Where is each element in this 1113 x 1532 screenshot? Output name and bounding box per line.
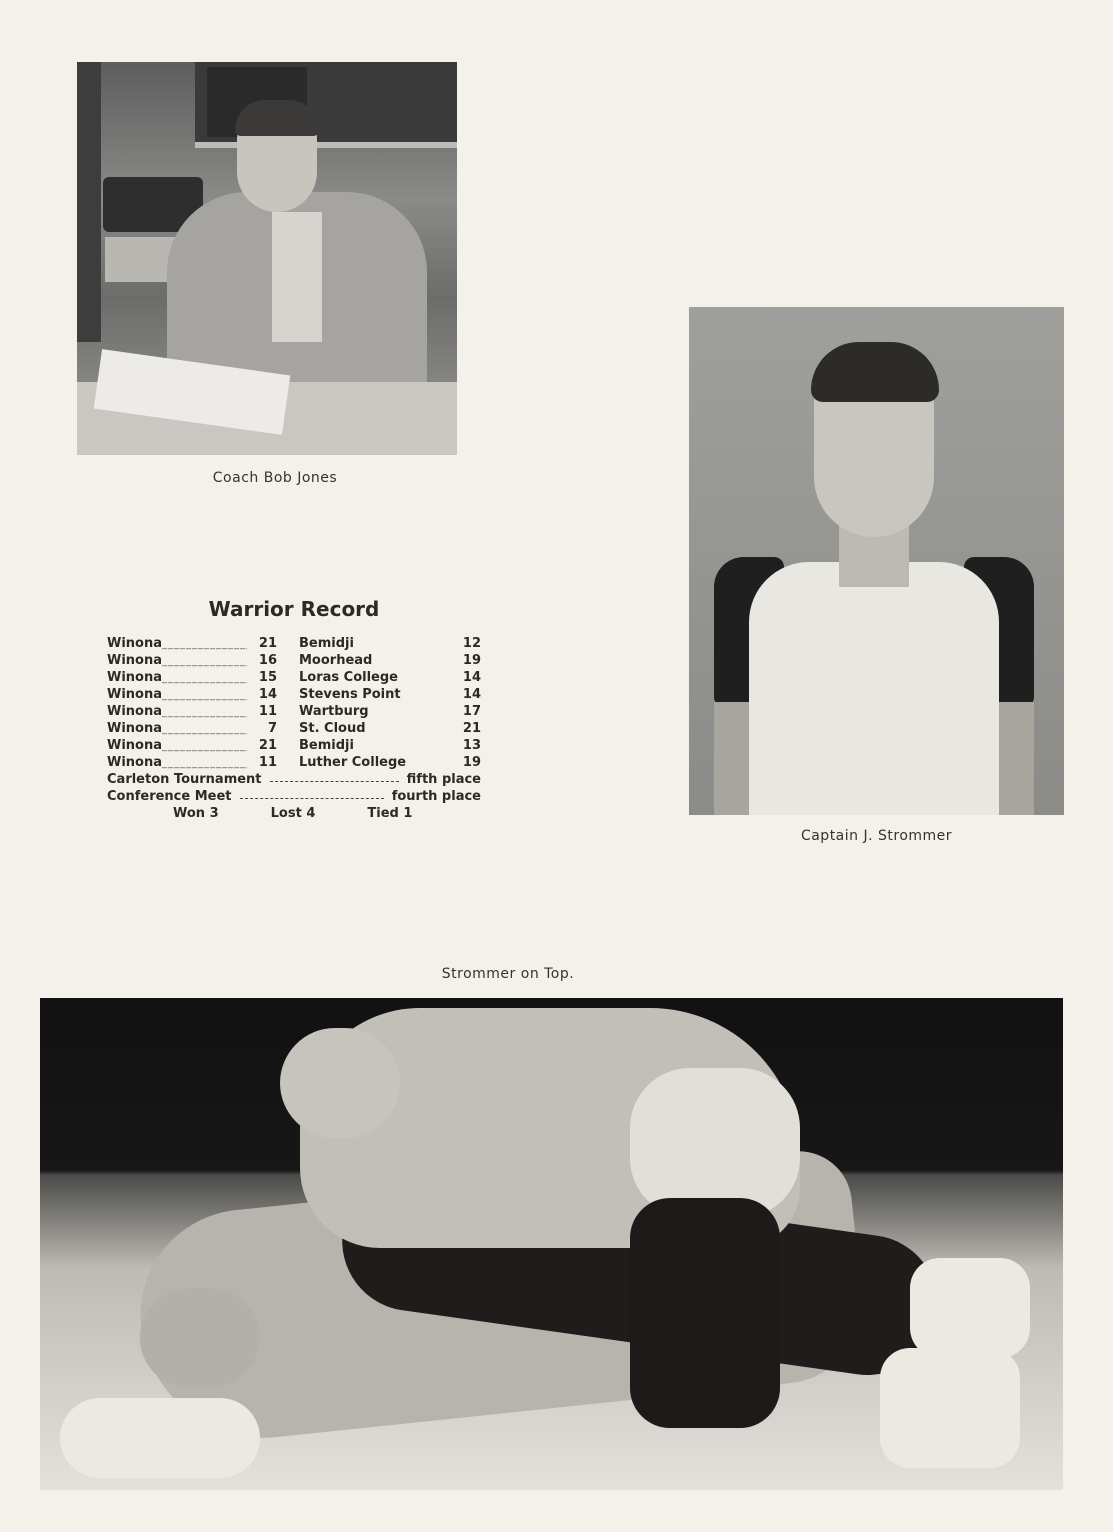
opponent-name: Bemidji: [299, 738, 354, 753]
dual-meet-list: [107, 635, 481, 771]
team-name: Winona _____: [107, 652, 247, 669]
team-score: 21: [258, 636, 277, 651]
team-name: Winona _____: [107, 686, 247, 703]
team-score: 15: [258, 670, 277, 685]
record-title: Warrior Record: [208, 597, 380, 621]
opponent-name: Wartburg: [299, 704, 369, 719]
meet-row: [107, 703, 481, 720]
tied-total: Tied 1: [367, 806, 413, 821]
opponent-score: 21: [462, 721, 481, 736]
opponent-score: 17: [462, 704, 481, 719]
meet-row: [107, 669, 481, 686]
opponent-name: Stevens Point: [299, 687, 401, 702]
won-total: Won 3: [173, 806, 219, 821]
team-score: 11: [258, 704, 277, 719]
opponent-name: Luther College: [299, 755, 407, 770]
meet-row: [107, 686, 481, 703]
record-table: [107, 635, 481, 822]
tournament-result: fourth place: [391, 789, 481, 804]
tournament-row: [107, 788, 481, 805]
opponent-score: 19: [462, 653, 481, 668]
opponent-score: 19: [462, 755, 481, 770]
tournament-row: [107, 771, 481, 788]
opponent-name: Loras College: [299, 670, 398, 685]
meet-row: [107, 737, 481, 754]
team-name: Winona _____: [107, 669, 247, 686]
team-name: Winona _____: [107, 635, 247, 652]
action-caption: Strommer on Top.: [441, 966, 575, 982]
tournament-event: Conference Meet: [107, 789, 232, 804]
team-name: Winona _____: [107, 754, 247, 771]
team-score: 7: [267, 721, 277, 736]
team-score: 21: [258, 738, 277, 753]
opponent-score: 13: [462, 738, 481, 753]
meet-row: [107, 754, 481, 771]
opponent-score: 14: [462, 670, 481, 685]
opponent-name: Bemidji: [299, 636, 354, 651]
meet-row: [107, 635, 481, 652]
team-score: 16: [258, 653, 277, 668]
team-score: 11: [258, 755, 277, 770]
tournament-result: fifth place: [406, 772, 481, 787]
opponent-score: 14: [462, 687, 481, 702]
team-name: Winona _____: [107, 703, 247, 720]
captain-caption: Captain J. Strommer: [800, 828, 953, 844]
opponent-name: Moorhead: [299, 653, 373, 668]
team-name: Winona _____: [107, 720, 247, 737]
season-totals: [107, 805, 481, 822]
opponent-name: St. Cloud: [299, 721, 366, 736]
captain-photo: [689, 307, 1064, 815]
team-name: Winona _____: [107, 737, 247, 754]
opponent-score: 12: [462, 636, 481, 651]
lost-total: Lost 4: [270, 806, 316, 821]
meet-row: [107, 720, 481, 737]
coach-photo: [77, 62, 457, 455]
coach-caption: Coach Bob Jones: [212, 470, 338, 486]
wrestling-photo: [40, 998, 1063, 1490]
meet-row: [107, 652, 481, 669]
team-score: 14: [258, 687, 277, 702]
tournament-event: Carleton Tournament: [107, 772, 262, 787]
